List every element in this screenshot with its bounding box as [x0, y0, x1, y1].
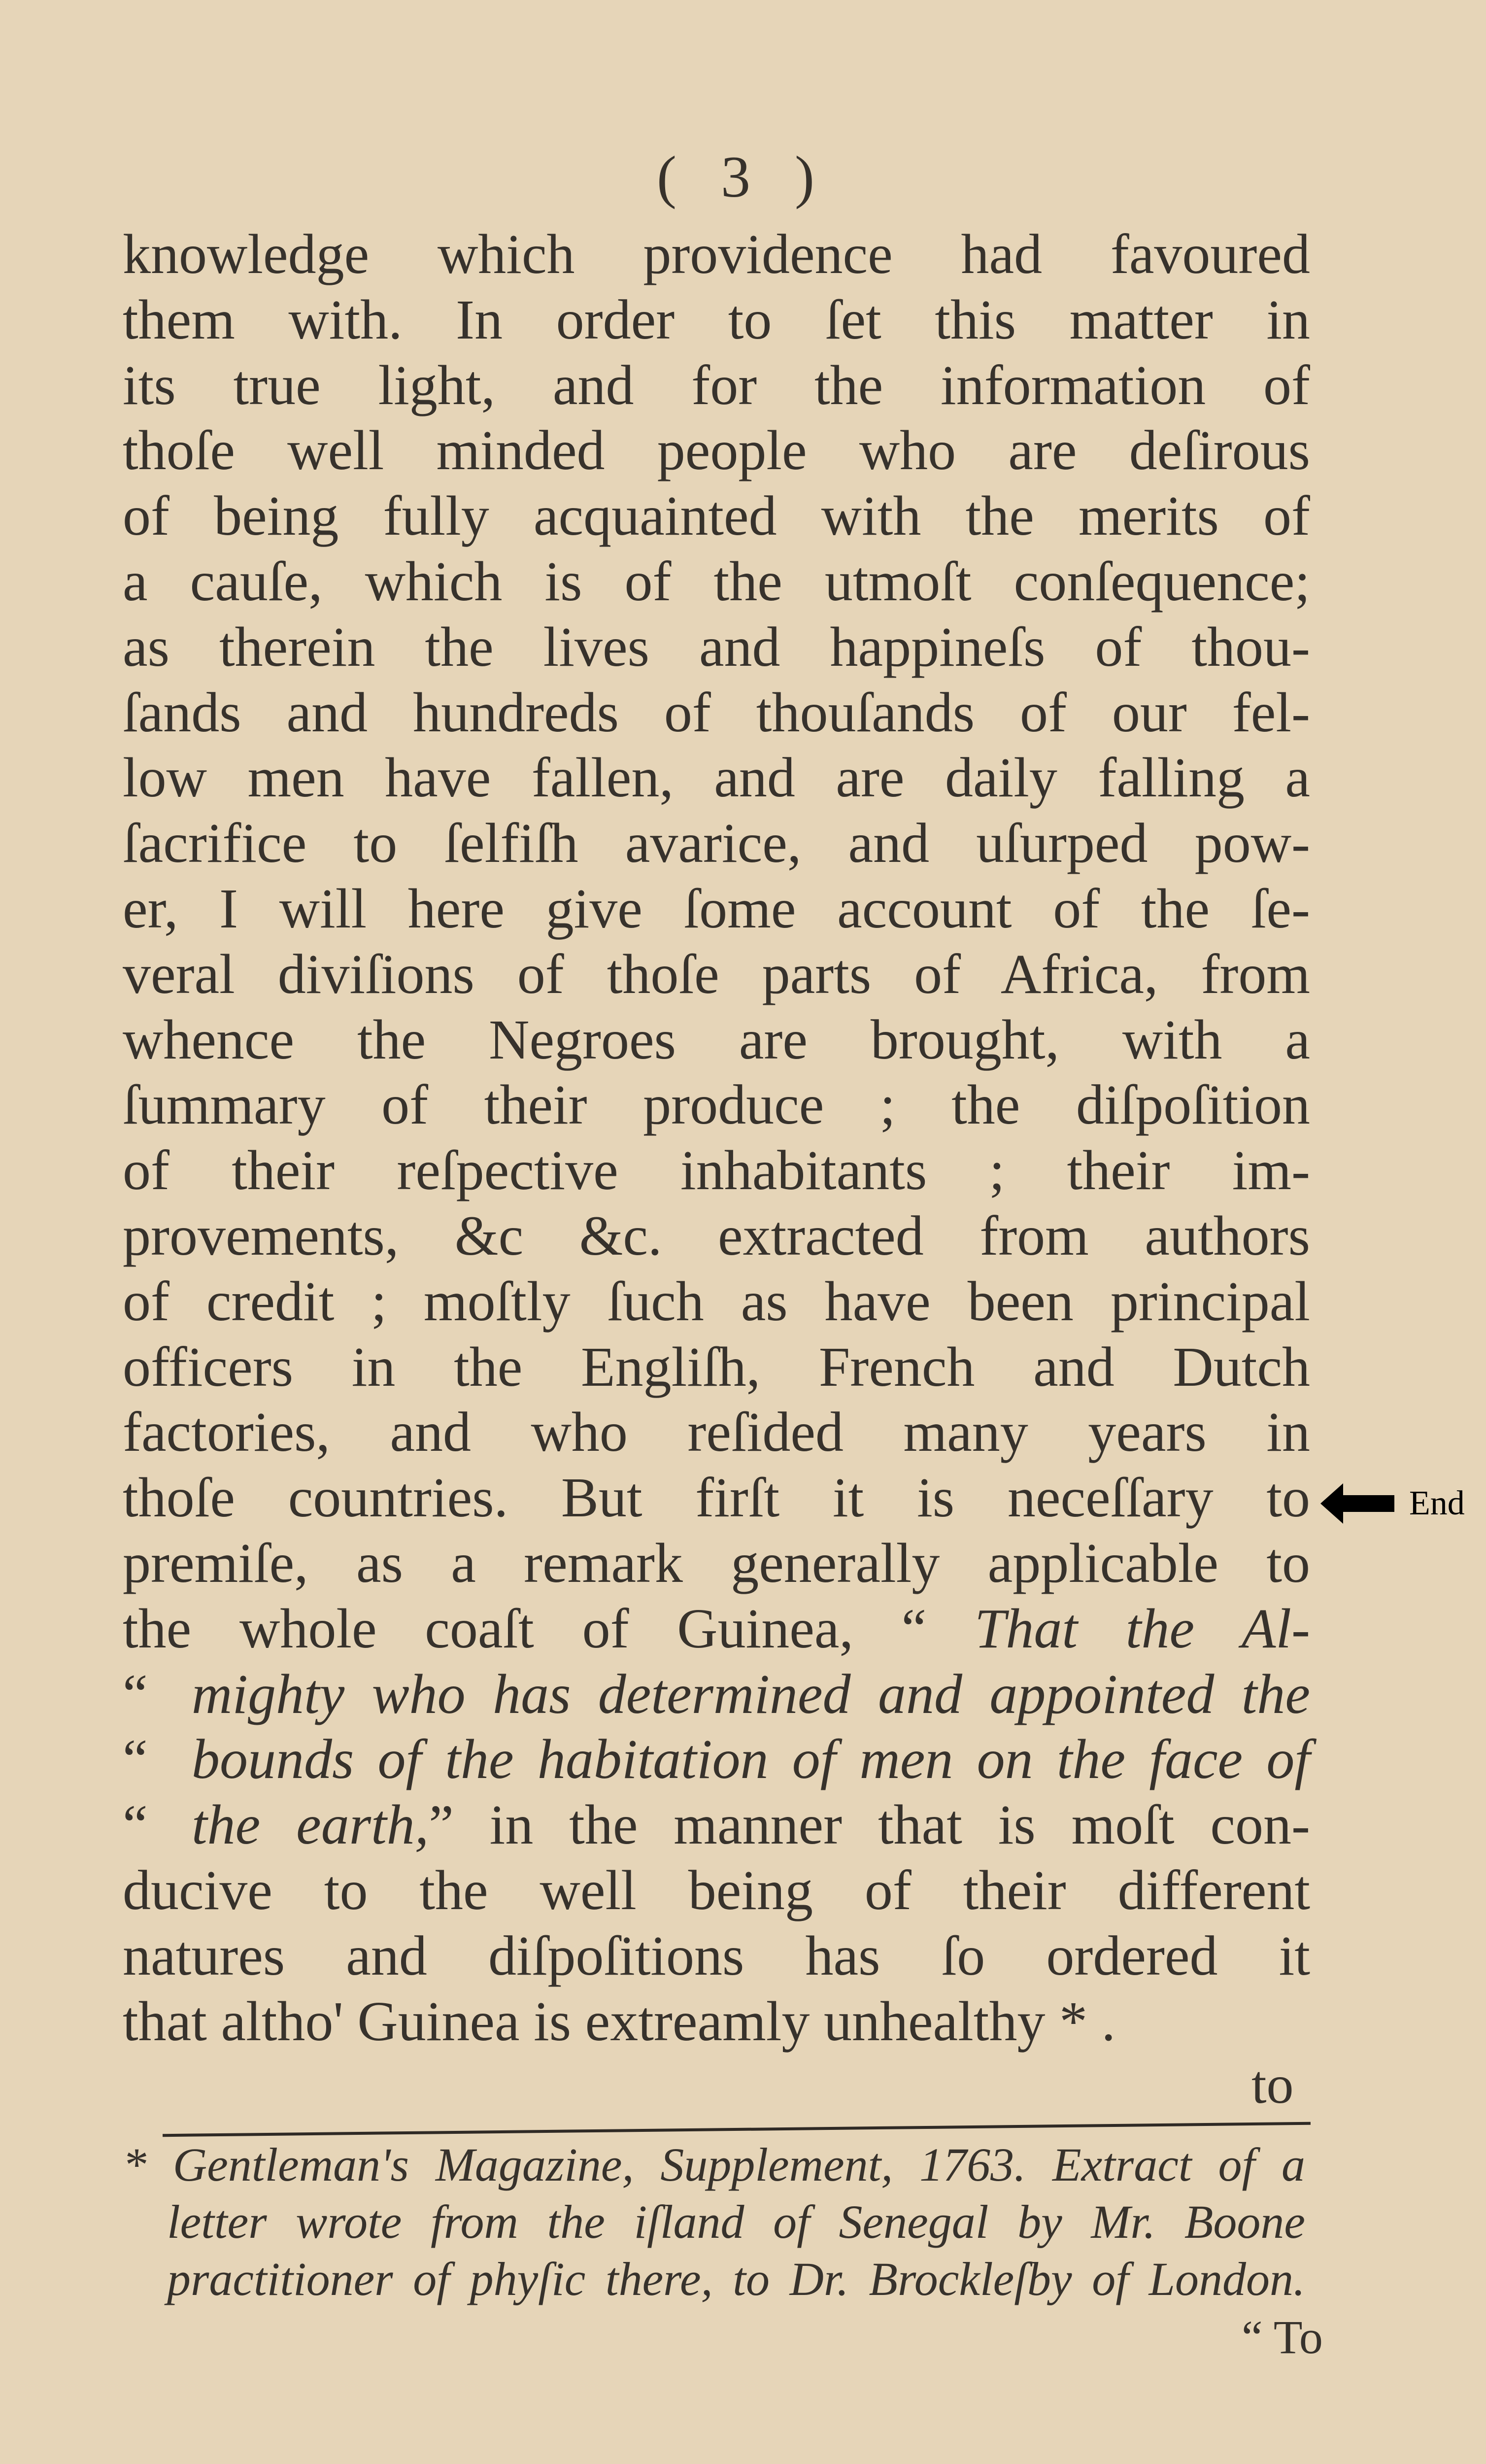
footnote-catchword: “ To — [1242, 2311, 1323, 2363]
roman-text: provements, &c &c. extracted from authors — [123, 1204, 1310, 1267]
text-line — [123, 1662, 1310, 1727]
italic-text: mighty who has determined and appointed the — [192, 1662, 1310, 1725]
line-content — [123, 1335, 1310, 1398]
italic-text: the earth, — [192, 1793, 429, 1856]
text-line — [123, 615, 1310, 680]
roman-text: premiſe, as a remark generally applicable to — [123, 1531, 1310, 1594]
line-content — [123, 419, 1310, 481]
text-line — [123, 1465, 1310, 1531]
roman-text: ſummary of their produce ; the diſpoſition — [123, 1073, 1310, 1136]
text-line — [123, 1335, 1310, 1400]
text-line — [123, 1138, 1310, 1203]
line-content — [123, 1401, 1310, 1463]
line-content — [123, 746, 1310, 809]
roman-text: whence the Negroes are brought, with a — [123, 1008, 1310, 1071]
line-content — [123, 943, 1310, 1005]
roman-text: ſands and hundreds of thouſands of our fel- — [123, 681, 1310, 744]
text-line — [123, 1531, 1310, 1596]
text-line — [123, 353, 1310, 418]
roman-text: that altho' Guinea is extreamly unhealthy * . — [123, 1989, 1115, 2053]
text-line — [123, 1596, 1310, 1662]
margin-quote: “ — [123, 1662, 148, 1725]
line-content — [123, 812, 1310, 874]
roman-text: its true light, and for the information of — [123, 353, 1310, 416]
roman-text: the whole coaſt of Guinea, “ — [123, 1597, 975, 1660]
line-content — [123, 681, 1310, 744]
line-content — [123, 1073, 1310, 1136]
footnote-line: practitioner of phyſic there, to Dr. Brockleſby of London. — [167, 2253, 1305, 2305]
margin-quote: “ — [123, 1793, 148, 1856]
margin-quote: “ — [123, 1728, 148, 1791]
text-line — [123, 1858, 1310, 1923]
footnote-line: * Gentleman's Magazine, Supplement, 1763. Extract of a — [123, 2138, 1305, 2191]
text-line — [123, 287, 1310, 353]
roman-text: thoſe well minded people who are deſirous — [123, 419, 1310, 482]
line-content — [123, 1466, 1310, 1529]
line-content — [123, 288, 1310, 351]
text-line — [123, 811, 1310, 876]
text-line — [123, 680, 1310, 746]
roman-text: low men have fallen, and are daily falling a — [123, 746, 1310, 809]
footnote-line: letter wrote from the iſland of Senegal by Mr. Boone — [167, 2195, 1305, 2248]
arrow-left-icon — [1320, 1483, 1394, 1524]
footnote-rule — [163, 2122, 1311, 2137]
text-line — [123, 1269, 1310, 1335]
roman-text: of their reſpective inhabitants ; their im- — [123, 1139, 1310, 1202]
text-line — [123, 1792, 1310, 1858]
text-line — [123, 1727, 1310, 1792]
line-content — [192, 1728, 1310, 1790]
footnote — [123, 2136, 1305, 2308]
roman-text: knowledge which providence had favoured — [123, 223, 1310, 285]
text-line — [123, 1400, 1310, 1465]
line-content — [123, 1008, 1310, 1071]
text-line — [123, 1072, 1310, 1138]
line-content — [123, 1597, 1310, 1660]
text-line — [123, 942, 1310, 1007]
roman-text: ” in the manner that is moſt con- — [429, 1793, 1310, 1856]
text-line — [123, 1923, 1310, 1989]
line-content — [123, 1532, 1310, 1594]
end-annotation — [1320, 1483, 1465, 1524]
roman-text: natures and diſpoſitions has ſo ordered it — [123, 1924, 1310, 1987]
roman-text: ducive to the well being of their different — [123, 1858, 1310, 1921]
roman-text: factories, and who reſided many years in — [123, 1401, 1310, 1464]
roman-text: veral diviſions of thoſe parts of Africa, from — [123, 942, 1310, 1005]
text-line — [123, 876, 1310, 942]
line-content — [123, 1270, 1310, 1333]
line-content — [123, 877, 1310, 940]
text-line — [123, 1203, 1310, 1269]
catchword: to — [1251, 2054, 1294, 2115]
line-content — [123, 1204, 1310, 1267]
roman-text: ſacrifice to ſelfiſh avarice, and uſurped pow- — [123, 812, 1310, 875]
italic-text: That the Al- — [975, 1597, 1310, 1660]
page-number: ( 3 ) — [657, 144, 829, 209]
text-line — [123, 549, 1310, 615]
line-content — [192, 1663, 1310, 1725]
roman-text: a cauſe, which is of the utmoſt conſequence; — [123, 549, 1310, 613]
line-content — [123, 354, 1310, 416]
roman-text: them with. In order to ſet this matter in — [123, 288, 1310, 351]
line-content — [192, 1793, 1310, 1856]
roman-text: of being fully acquainted with the merits of — [123, 484, 1310, 548]
roman-text: as therein the lives and happineſs of thou- — [123, 615, 1310, 678]
roman-text: thoſe countries. But firſt it is neceſſary to — [123, 1466, 1310, 1529]
line-content — [123, 1139, 1310, 1201]
line-content — [123, 550, 1310, 613]
text-line — [123, 1007, 1310, 1073]
line-content — [123, 616, 1310, 678]
text-line — [123, 483, 1310, 549]
line-content — [123, 1859, 1310, 1921]
roman-text: er, I will here give ſome account of the ſe- — [123, 877, 1310, 940]
italic-text: bounds of the habitation of men on the face of — [192, 1728, 1310, 1791]
end-label: End — [1409, 1484, 1465, 1522]
text-line — [123, 418, 1310, 483]
text-line — [123, 1989, 1310, 2054]
line-content — [123, 223, 1310, 285]
roman-text: of credit ; moſtly ſuch as have been principal — [123, 1269, 1310, 1333]
line-content — [123, 1990, 1115, 2053]
text-line — [123, 222, 1310, 287]
line-content — [123, 484, 1310, 547]
body-text — [123, 222, 1310, 2054]
line-content — [123, 1924, 1310, 1987]
roman-text: officers in the Engliſh, French and Dutch — [123, 1335, 1310, 1398]
text-line — [123, 745, 1310, 811]
